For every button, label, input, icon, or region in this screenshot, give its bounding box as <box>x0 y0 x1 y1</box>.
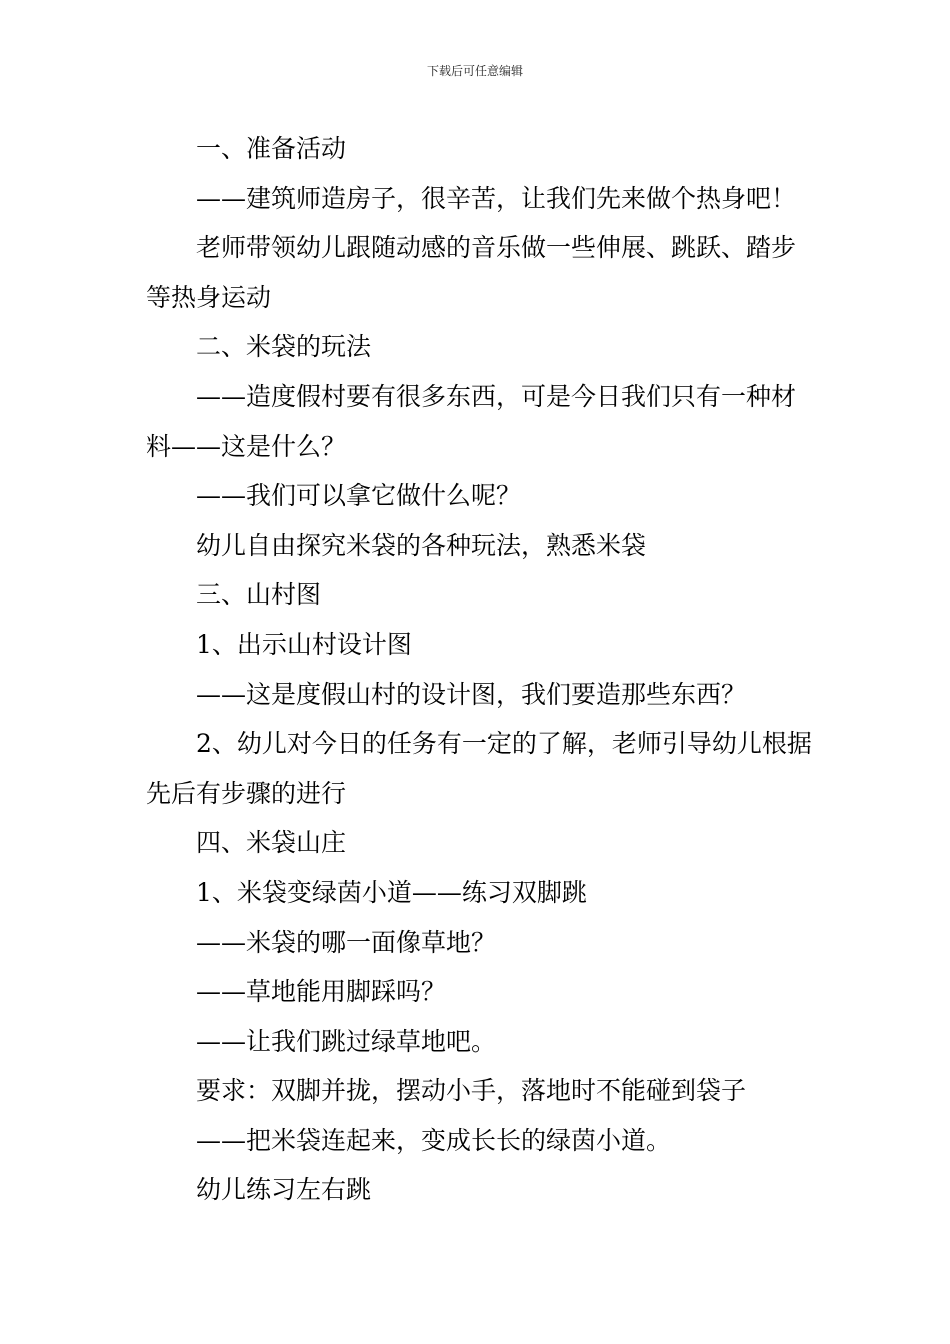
requirement-text: 要求：双脚并拢，摆动小手，落地时不能碰到袋子 <box>196 1076 747 1106</box>
paragraph: ——造度假村要有很多东西，可是今日我们只有一种材料——这是什么？ <box>146 381 797 461</box>
paragraph: ——我们可以拿它做什么呢？ <box>196 481 522 511</box>
page-header: 下载后可任意编辑 <box>426 64 523 78</box>
list-item: 1、米袋变绿茵小道——练习双脚跳 <box>196 877 587 907</box>
section-heading-ricebag-play: 二、米袋的玩法 <box>196 332 372 362</box>
document-body <box>146 124 814 1215</box>
section-heading-preparation: 一、准备活动 <box>196 134 347 163</box>
list-item: 1、出示山村设计图 <box>196 629 412 659</box>
paragraph: ——米袋的哪一面像草地？ <box>196 927 497 957</box>
section-heading-ricebag-villa: 四、米袋山庄 <box>196 828 347 858</box>
paragraph: ——草地能用脚踩吗？ <box>196 977 447 1007</box>
paragraph: ——把米袋连起来，变成长长的绿茵小道。 <box>196 1125 672 1155</box>
section-heading-mountain-village-map: 三、山村图 <box>196 580 322 610</box>
paragraph: ——建筑师造房子，很辛苦，让我们先来做个热身吧！ <box>196 183 797 213</box>
paragraph: 幼儿练习左右跳 <box>196 1175 372 1205</box>
paragraph: ——这是度假山村的设计图，我们要造那些东西？ <box>196 679 747 709</box>
paragraph: 幼儿自由探究米袋的各种玩法，熟悉米袋 <box>196 530 647 560</box>
list-item: 2、幼儿对今日的任务有一定的了解，老师引导幼儿根据先后有步骤的进行 <box>146 729 812 808</box>
paragraph: ——让我们跳过绿草地吧。 <box>196 1026 497 1056</box>
paragraph: 老师带领幼儿跟随动感的音乐做一些伸展、跳跃、踏步等热身运动 <box>146 233 797 312</box>
